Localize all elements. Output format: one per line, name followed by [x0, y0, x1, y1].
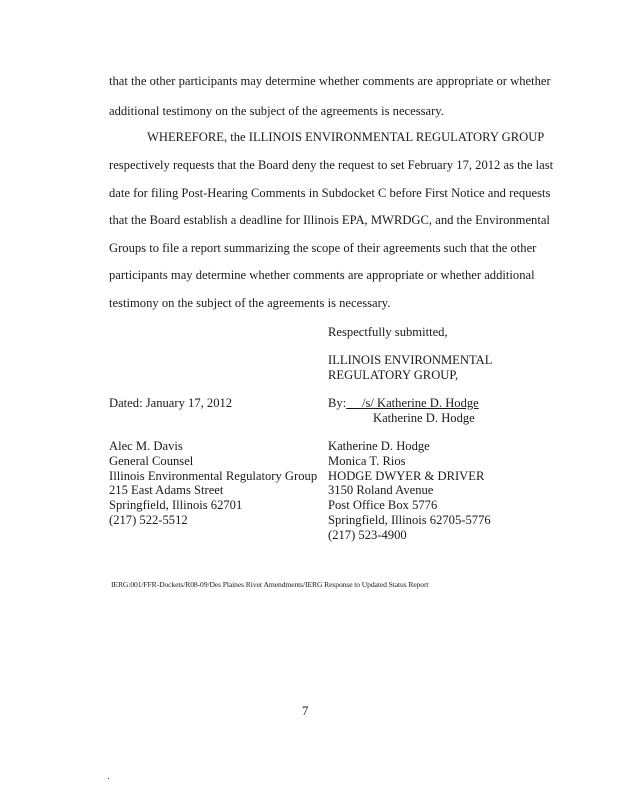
by-label: By:: [328, 396, 347, 410]
contact-line: Katherine D. Hodge: [328, 439, 430, 453]
org-name-line1: ILLINOIS ENVIRONMENTAL: [328, 353, 493, 367]
contact-right: [328, 439, 491, 543]
body-line: additional testimony on the subject of the agreements is necessary.: [109, 104, 444, 118]
contact-line: Post Office Box 5776: [328, 498, 438, 513]
body-line: that the other participants may determine whether comments are appropriate or whether: [109, 74, 551, 88]
body-line: WHEREFORE, the ILLINOIS ENVIRONMENTAL REGULATORY GROUP: [147, 130, 545, 144]
by-line: [328, 396, 479, 410]
contact-line: (217) 523-4900: [328, 527, 407, 542]
body-line: participants may determine whether comments are appropriate or whether additional: [109, 268, 535, 282]
scan-speck: [108, 778, 109, 779]
body-line: Groups to file a report summarizing the scope of their agreements such that the other: [109, 241, 537, 255]
contact-line: Springfield, Illinois 62701: [109, 498, 243, 513]
date-line: Dated: January 17, 2012: [109, 396, 233, 410]
body-line: date for filing Post-Hearing Comments in Subdocket C before First Notice and requests: [109, 186, 551, 200]
body-line: testimony on the subject of the agreements is necessary.: [109, 296, 391, 310]
contact-line: 215 East Adams Street: [109, 483, 224, 498]
contact-line: HODGE DWYER & DRIVER: [328, 468, 485, 483]
contact-line: Monica T. Rios: [328, 453, 406, 468]
footer-file-path: IERG:001/FFR-Dockets/R08-09/Des Plaines River Amendments/IERG Response to Updated Status Report: [111, 580, 429, 589]
org-name-line2: REGULATORY GROUP,: [328, 368, 459, 382]
contact-line: General Counsel: [109, 453, 194, 468]
signer-name: Katherine D. Hodge: [373, 411, 475, 425]
signature-text: /s/ Katherine D. Hodge: [361, 396, 479, 410]
contact-line: Alec M. Davis: [109, 439, 183, 453]
body-line: that the Board establish a deadline for Illinois EPA, MWRDGC, and the Environmental: [109, 213, 550, 227]
contact-left: [109, 439, 317, 528]
contact-line: Springfield, Illinois 62705-5776: [328, 512, 491, 527]
contact-line: Illinois Environmental Regulatory Group: [109, 468, 318, 483]
page-number: 7: [302, 704, 309, 718]
contact-line: 3150 Roland Avenue: [328, 483, 434, 498]
closing: Respectfully submitted,: [328, 325, 448, 339]
contact-line: (217) 522-5512: [109, 512, 188, 527]
body-line: respectively requests that the Board deny the request to set February 17, 2012 as the last: [109, 158, 554, 172]
